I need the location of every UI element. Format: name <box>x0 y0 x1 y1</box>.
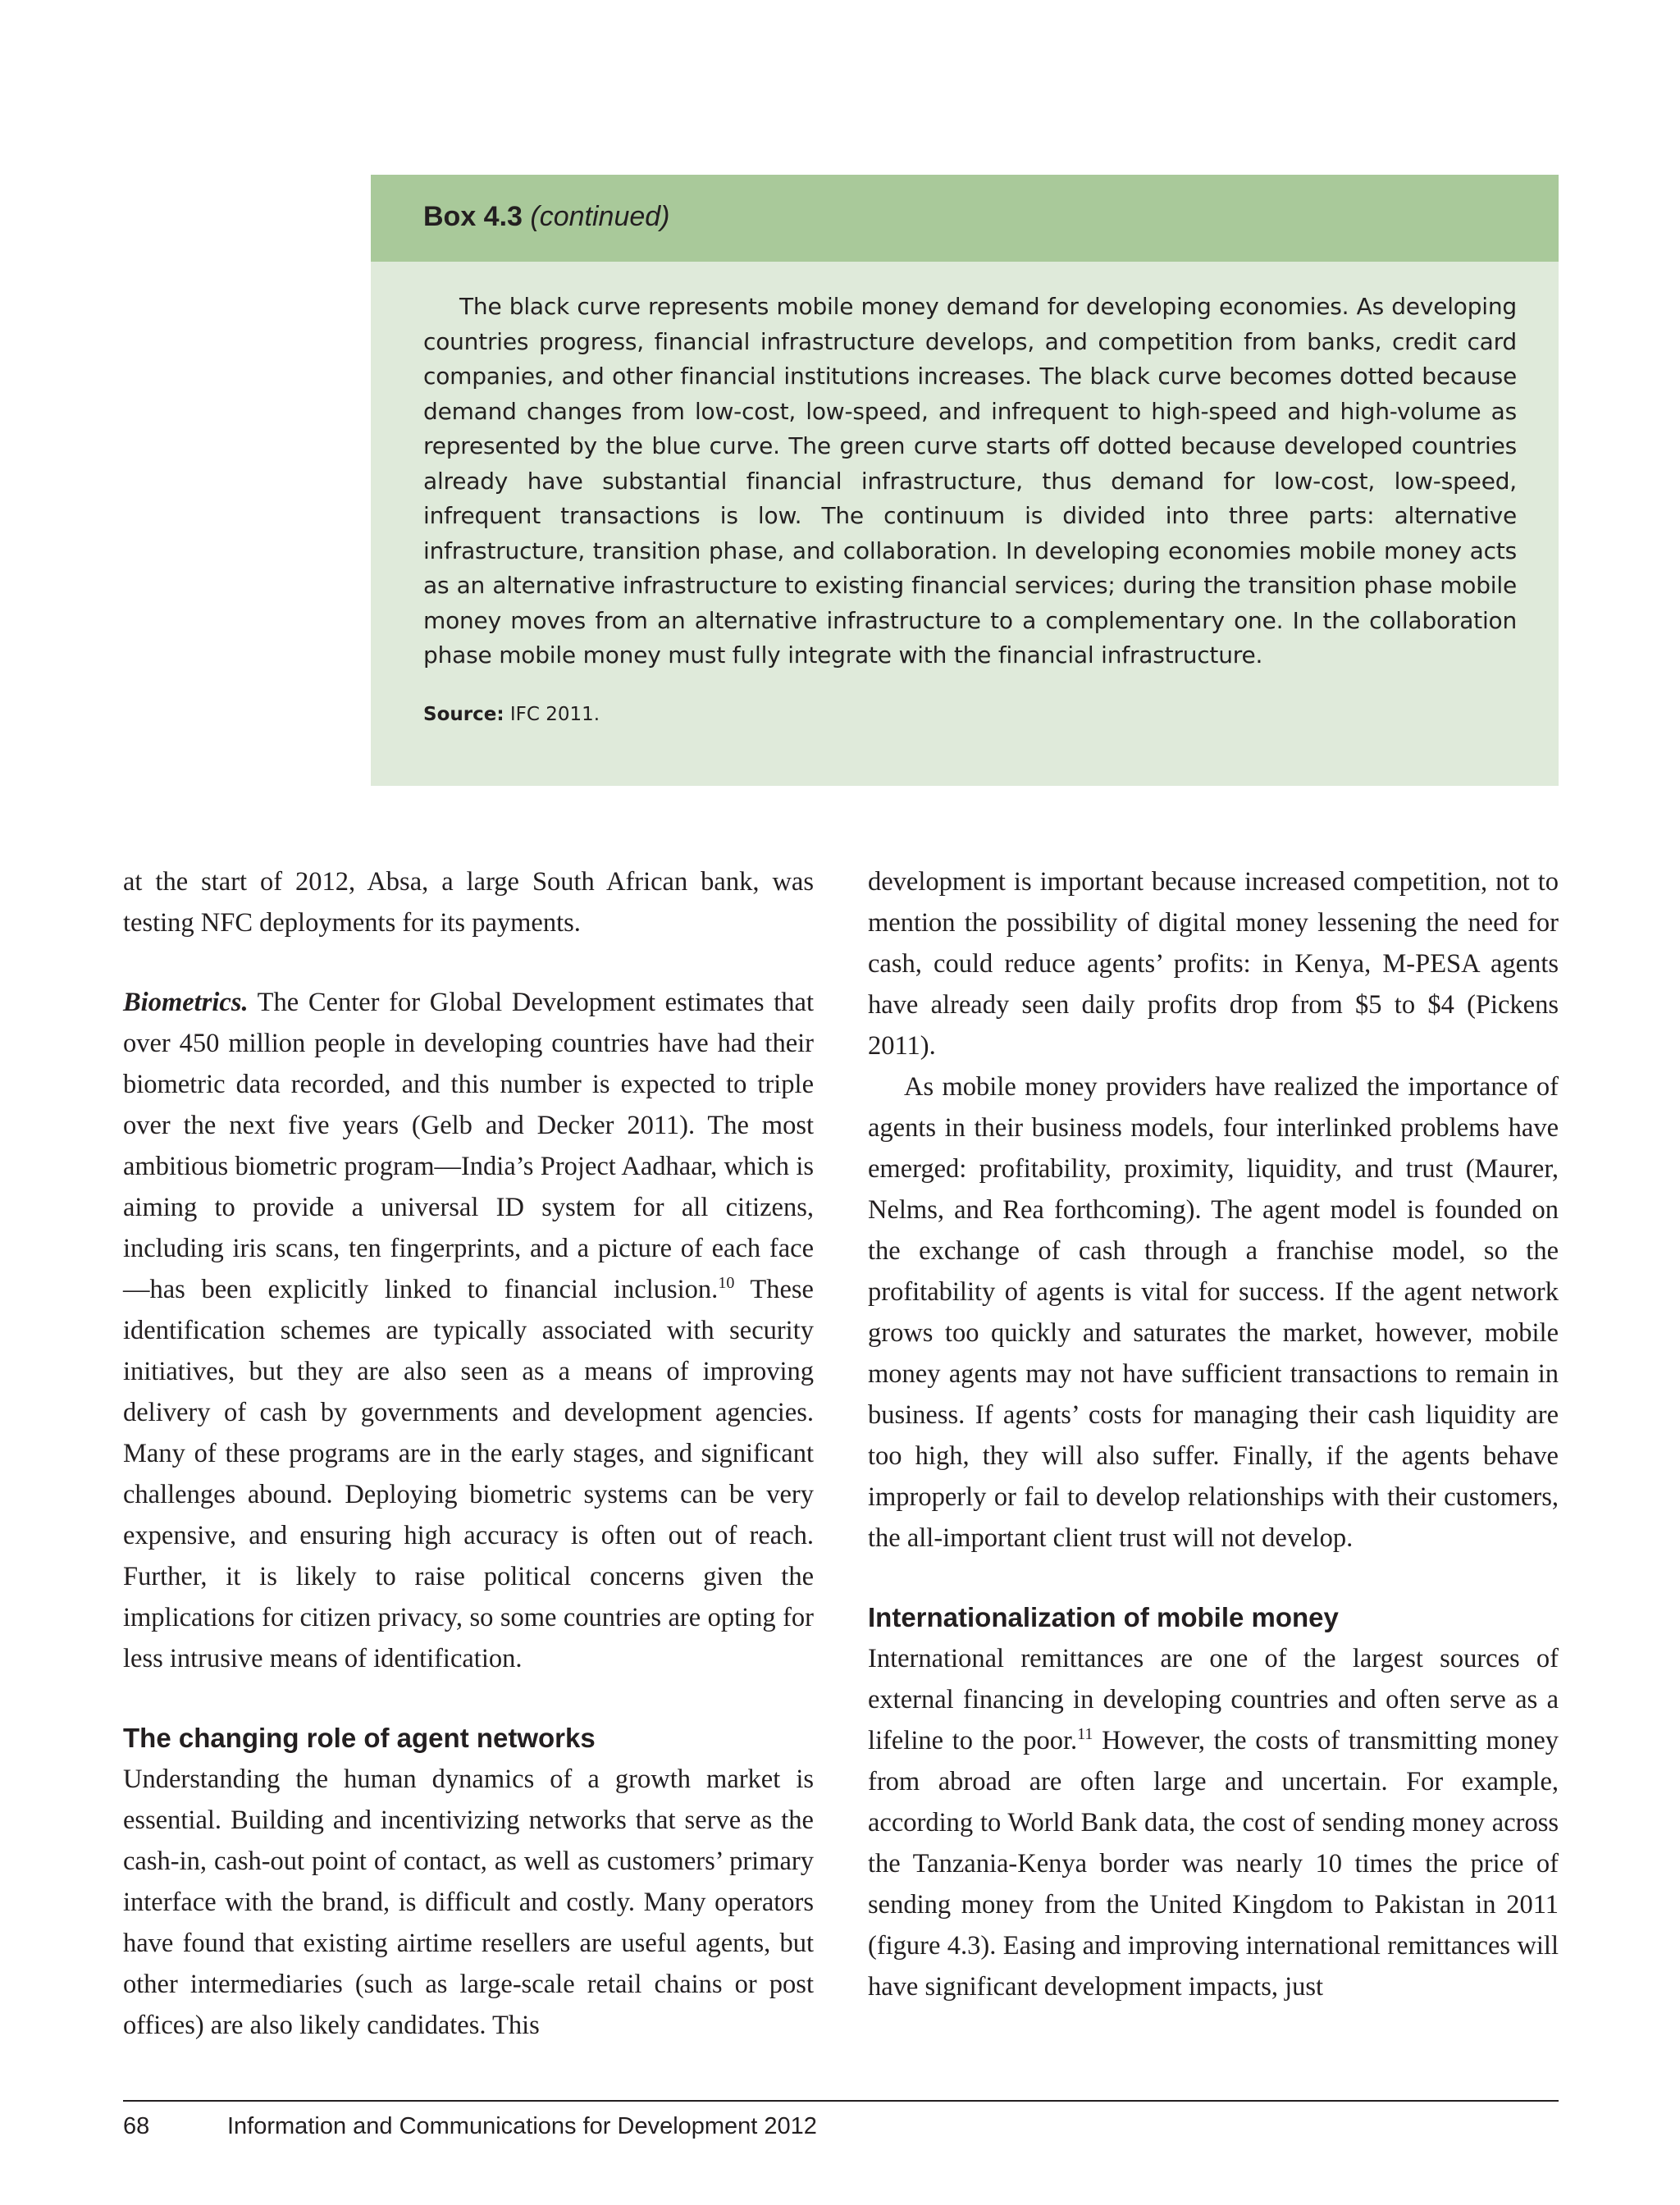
footer-rule <box>123 2100 1559 2102</box>
box-body <box>423 290 1517 673</box>
biometrics-paragraph <box>123 982 814 1679</box>
biometrics-text-a: The Center for Global Development estimates that over 450 million people in developing countries have had their biometric data recorded, and this number is expected to triple over the next five years (Gelb and Decker 2011). The most ambitious biometric program—India’s Project Aadhaar, which is aiming to provide a universal ID system for all citizens, including iris scans, ten fingerprints, and a picture of each face—has been explicitly linked to financial inclusion. <box>123 988 814 1304</box>
running-title: Information and Communications for Development 2012 <box>227 2113 817 2139</box>
intl-text-a: International remittances are one of the largest sources of external financing in developing countries and often serve as a lifeline to the poor. <box>868 1644 1559 1755</box>
agents-paragraph: Understanding the human dynamics of a growth market is essential. Building and incentivizing networks that serve as the cash-in, cash-out point of contact, as well as customers’ primary interface with the brand, is difficult and costly. Many operators have found that existing airtime resellers are useful agents, but other intermediaries (such as large-scale retail chains or post offices) are also likely candidates. This <box>123 1764 814 2040</box>
box-paragraph: The black curve represents mobile money demand for developing economies. As developing countries progress, financial infrastructure develops, and competition from banks, credit card companies, and other financial institutions increases. The black curve becomes dotted because demand changes from low-cost, low-speed, and infrequent to high-speed and high-volume as represented by the blue curve. The green curve starts off dotted because developed countries already have substantial financial infrastructure, thus demand for low-cost, low-speed, infrequent transactions is low. The continuum is divided into three parts: alternative infrastructure, transition phase, and collaboration. In developing economies mobile money acts as an alternative infrastructure to existing financial services; during the transition phase mobile money moves from an alternative infrastructure to a complementary one. In the collaboration phase mobile money must fully integrate with the financial infrastructure. <box>423 293 1517 669</box>
biometrics-runin-heading: Biometrics. <box>123 988 249 1017</box>
section-heading-internationalization: Internationalization of mobile money <box>868 1602 1339 1632</box>
box-label: Box 4.3 <box>423 201 523 232</box>
box-source <box>423 704 600 725</box>
right-paragraph-1: development is important because increased competition, not to mention the possibility of digital money lessening the need for cash, could reduce agents’ profits: in Kenya, M-PESA agents have already seen daily profits drop from $5 to $4 (Pickens 2011). <box>868 867 1559 1061</box>
left-column <box>123 861 814 2046</box>
box-4-3 <box>371 175 1559 786</box>
right-paragraph-2: As mobile money providers have realized the importance of agents in their business models, four interlinked problems have emerged: profitability, proximity, liquidity, and trust (Maurer, Nelms, and Rea forthcoming). The agent model is founded on the exchange of cash through a franchise model, so the profitability of agents is vital for success. If the agent network grows too quickly and saturates the market, however, mobile money agents may not have sufficient transactions to remain in business. If agents’ costs for managing their cash liquidity are too high, they will also suffer. Finally, if the agents behave improperly or fail to develop relationships with their customers, the all-important client trust will not develop. <box>868 1072 1559 1553</box>
intl-text-b: However, the costs of transmitting money from abroad are often large and uncertain. For example, according to World Bank data, the cost of sending money across the Tanzania-Kenya border was nearly 10 times the price of sending money from the United Kingdom to Pakistan in 2011 (figure 4.3). Easing and improving international remittances will have significant development impacts, just <box>868 1726 1559 2002</box>
page-number: 68 <box>123 2113 150 2139</box>
biometrics-text-b: These identification schemes are typically associated with security initiatives, but they are also seen as a means of improving delivery of cash by governments and development agencies. Many of these programs are in the early stages, and significant challenges abound. Deploying biometric systems can be very expensive, and ensuring high accuracy is often out of reach. Further, it is likely to raise political concerns given the implications for citizen privacy, so some countries are opting for less intrusive means of identification. <box>123 1275 814 1673</box>
footnote-ref-10[interactable]: 10 <box>718 1274 735 1293</box>
left-paragraph-1: at the start of 2012, Absa, a large South African bank, was testing NFC deployments for its payments. <box>123 867 814 938</box>
section-heading-agent-networks: The changing role of agent networks <box>123 1723 596 1753</box>
right-column <box>868 861 1559 2007</box>
footnote-ref-11[interactable]: 11 <box>1077 1725 1093 1744</box>
source-text: IFC 2011. <box>509 704 600 725</box>
box-header <box>371 175 1559 262</box>
source-label: Source: <box>423 704 504 725</box>
internationalization-paragraph <box>868 1638 1559 2007</box>
box-continued: (continued) <box>530 201 670 232</box>
